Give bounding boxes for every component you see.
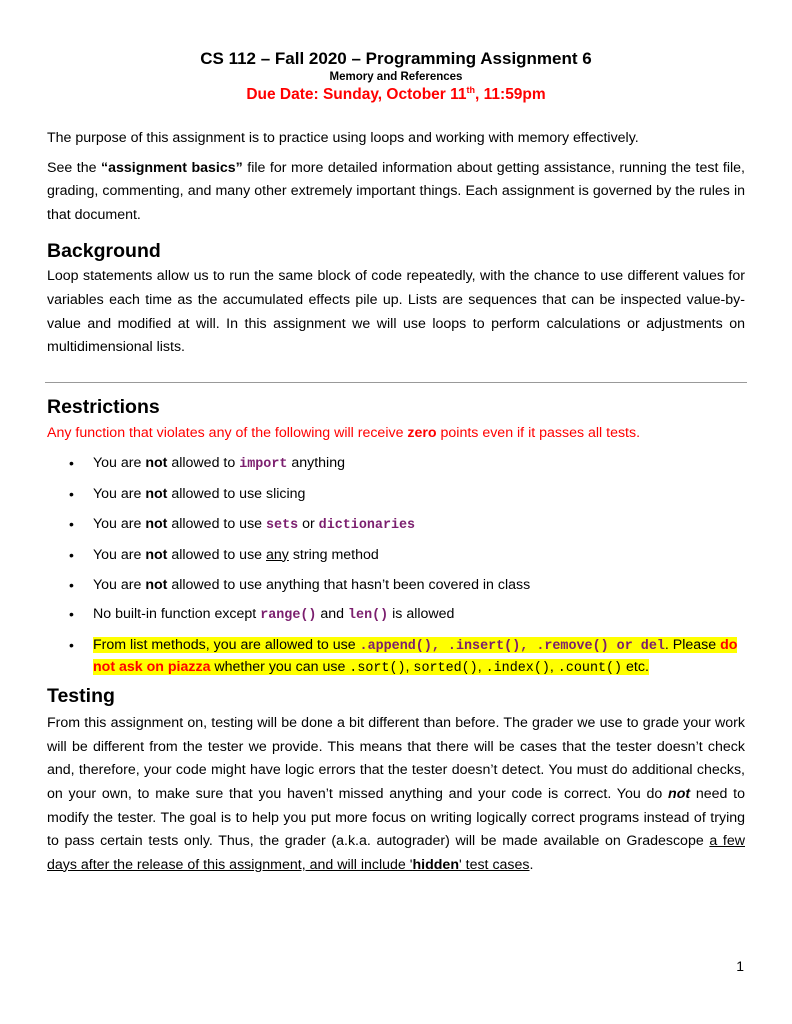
list-item: • You are not allowed to use anything that hasn’t been covered in class — [69, 576, 531, 593]
assignment-subtitle: Memory and References — [329, 71, 463, 83]
assignment-title: CS 112 – Fall 2020 – Programming Assignment 6 — [200, 49, 592, 68]
restrictions-warning: Any function that violates any of the following will receive zero points even if it passes all tests. — [47, 424, 641, 441]
restrictions-heading: Restrictions — [47, 395, 160, 418]
background-heading: Background — [47, 240, 161, 263]
due-date: Due Date: Sunday, October 11th, 11:59pm — [246, 84, 546, 103]
list-item-highlighted: • From list methods, you are allowed to use .append(), .insert(), .remove() or del. Please do not ask on piazza whether you can use .sort(), sorted(), .index(), .count() etc. — [69, 637, 738, 677]
purpose-paragraph: The purpose of this assignment is to practice using loops and working with memory effectively. — [47, 130, 639, 146]
list-item: • You are not allowed to use slicing — [69, 486, 306, 503]
testing-heading: Testing — [47, 685, 115, 708]
assignment-basics-ref: “assignment basics” — [101, 159, 243, 176]
document-header — [47, 48, 745, 106]
page-number: 1 — [736, 958, 744, 974]
basics-paragraph: See the “assignment basics” file for more detailed information about getting assistance, running the test file, grading, commenting, and many other extremely important things. Each assignment is governed by the rules in that document. — [47, 159, 745, 223]
section-divider — [45, 382, 747, 383]
list-item: • You are not allowed to use sets or dictionaries — [69, 515, 416, 533]
list-item: • You are not allowed to import anything — [69, 455, 345, 473]
list-item: • No built-in function except range() and len() is allowed — [69, 606, 455, 624]
background-paragraph: Loop statements allow us to run the same block of code repeatedly, with the chance to use different values for variables each time as the accumulated effects pile up. Lists are sequences that can be inspected value-by-value and modified at will. In this assignment we will use loops to perform calculations or adjustments on multidimensional lists. — [47, 268, 745, 356]
testing-paragraph: From this assignment on, testing will be done a bit different than before. The grader we use to grade your work will be different from the tester we provide. This means that there will be cases that the tester doesn’t check and, therefore, your code might have logic errors that the tester doesn’t detect. You must do additional checks, on your own, to make sure that you haven’t missed anything and your code is correct. You do not need to modify the tester. The goal is to help you put more focus on writing logically correct programs instead of trying to pass certain tests only. Thus, the grader (a.k.a. autograder) will be made available on Gradescope a few days after the release of this assignment, and will include 'hidden' test cases. — [47, 715, 746, 873]
document-page — [47, 48, 745, 877]
restrictions-list — [47, 449, 745, 679]
list-item: • You are not allowed to use any string method — [69, 546, 379, 563]
